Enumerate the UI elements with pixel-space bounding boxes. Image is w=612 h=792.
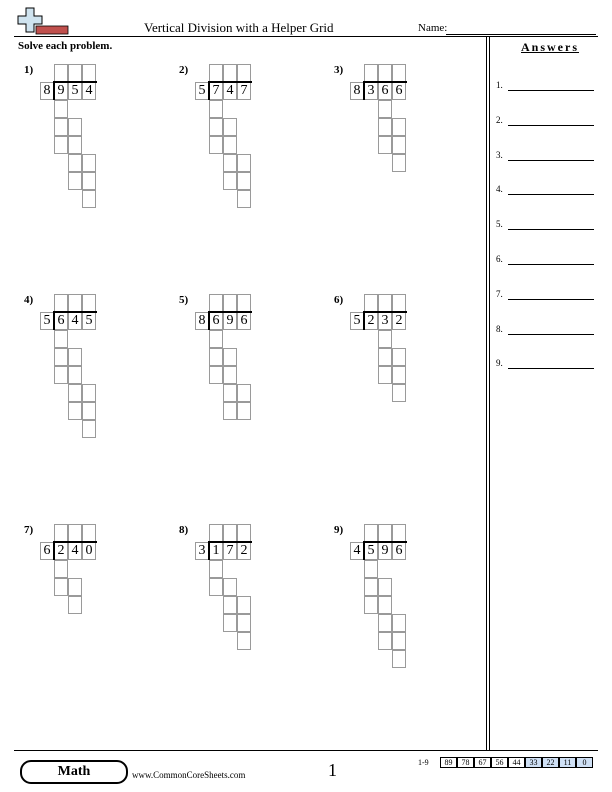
helper-cell[interactable] <box>378 100 392 118</box>
dividend-digit: 2 <box>367 313 375 328</box>
plus-minus-logo-icon <box>14 6 70 36</box>
helper-cell[interactable] <box>378 330 392 348</box>
helper-cell[interactable] <box>209 330 223 348</box>
quotient-cell[interactable] <box>392 294 406 312</box>
quotient-cell[interactable] <box>392 524 406 542</box>
helper-cell[interactable] <box>223 384 237 402</box>
helper-cell[interactable] <box>237 190 251 208</box>
helper-cell[interactable] <box>392 136 406 154</box>
division-bracket <box>53 81 55 100</box>
name-label: Name: <box>418 22 448 34</box>
helper-cell[interactable] <box>223 614 237 632</box>
answer-label: 8. <box>496 323 503 334</box>
problem-number: 6) <box>334 294 344 306</box>
quotient-cell[interactable] <box>223 64 237 82</box>
division-bar <box>363 311 407 313</box>
divisor-digit: 3 <box>198 543 206 558</box>
quotient-cell[interactable] <box>378 64 392 82</box>
column-divider <box>486 36 487 750</box>
score-cell: 44 <box>508 757 525 768</box>
division-bar <box>363 541 407 543</box>
helper-cell[interactable] <box>82 190 96 208</box>
helper-cell[interactable] <box>392 154 406 172</box>
answer-field[interactable] <box>508 90 594 91</box>
dividend-digit: 9 <box>57 83 65 98</box>
dividend-digit: 4 <box>71 313 79 328</box>
division-bar <box>363 81 407 83</box>
quotient-cell[interactable] <box>364 64 378 82</box>
dividend-digit: 2 <box>240 543 248 558</box>
helper-cell[interactable] <box>392 650 406 668</box>
answer-field[interactable] <box>508 160 594 161</box>
dividend-digit: 5 <box>71 83 79 98</box>
helper-cell[interactable] <box>378 614 392 632</box>
score-cell: 67 <box>474 757 491 768</box>
dividend-digit: 6 <box>395 83 403 98</box>
problem-number: 9) <box>334 524 344 536</box>
quotient-cell[interactable] <box>237 524 251 542</box>
helper-cell[interactable] <box>54 348 68 366</box>
helper-cell[interactable] <box>54 366 68 384</box>
helper-cell[interactable] <box>68 384 82 402</box>
answer-label: 9. <box>496 358 503 369</box>
problem-number: 5) <box>179 294 189 306</box>
helper-cell[interactable] <box>223 136 237 154</box>
helper-cell[interactable] <box>82 172 96 190</box>
helper-cell[interactable] <box>209 136 223 154</box>
dividend-digit: 4 <box>85 83 93 98</box>
dividend-digit: 3 <box>381 313 389 328</box>
helper-cell[interactable] <box>68 172 82 190</box>
dividend-digit: 2 <box>57 543 65 558</box>
helper-cell[interactable] <box>392 348 406 366</box>
answer-field[interactable] <box>508 264 594 265</box>
dividend-digit: 9 <box>381 543 389 558</box>
quotient-cell[interactable] <box>378 294 392 312</box>
answer-label: 2. <box>496 114 503 125</box>
divisor-digit: 8 <box>353 83 361 98</box>
division-bracket <box>363 81 365 100</box>
division-bar <box>53 541 97 543</box>
helper-cell[interactable] <box>223 348 237 366</box>
helper-cell[interactable] <box>378 348 392 366</box>
division-bracket <box>53 541 55 560</box>
dividend-digit: 7 <box>226 543 234 558</box>
helper-cell[interactable] <box>237 596 251 614</box>
division-bar <box>53 311 97 313</box>
quotient-cell[interactable] <box>82 294 96 312</box>
division-bracket <box>208 541 210 560</box>
problem-number: 8) <box>179 524 189 536</box>
name-field[interactable] <box>446 34 596 35</box>
subject-badge: Math <box>20 760 128 784</box>
helper-cell[interactable] <box>54 136 68 154</box>
divisor-digit: 8 <box>198 313 206 328</box>
quotient-cell[interactable] <box>209 524 223 542</box>
problem-number: 2) <box>179 64 189 76</box>
dividend-digit: 1 <box>212 543 220 558</box>
quotient-cell[interactable] <box>237 64 251 82</box>
helper-cell[interactable] <box>68 136 82 154</box>
answer-label: 4. <box>496 184 503 195</box>
helper-cell[interactable] <box>68 596 82 614</box>
helper-cell[interactable] <box>82 154 96 172</box>
helper-cell[interactable] <box>223 578 237 596</box>
score-cell: 33 <box>525 757 542 768</box>
division-bracket <box>363 541 365 560</box>
divisor-digit: 5 <box>353 313 361 328</box>
division-bracket <box>53 311 55 330</box>
answer-field[interactable] <box>508 368 594 369</box>
helper-cell[interactable] <box>378 596 392 614</box>
helper-cell[interactable] <box>82 384 96 402</box>
quotient-cell[interactable] <box>68 294 82 312</box>
helper-cell[interactable] <box>392 118 406 136</box>
quotient-cell[interactable] <box>68 524 82 542</box>
helper-cell[interactable] <box>237 154 251 172</box>
helper-cell[interactable] <box>392 632 406 650</box>
dividend-digit: 3 <box>367 83 375 98</box>
quotient-cell[interactable] <box>223 524 237 542</box>
helper-cell[interactable] <box>209 348 223 366</box>
divisor-digit: 4 <box>353 543 361 558</box>
answer-field[interactable] <box>508 229 594 230</box>
helper-cell[interactable] <box>82 420 96 438</box>
helper-cell[interactable] <box>209 100 223 118</box>
division-bar <box>208 81 252 83</box>
answer-label: 6. <box>496 254 503 264</box>
helper-cell[interactable] <box>68 366 82 384</box>
quotient-cell[interactable] <box>364 294 378 312</box>
helper-cell[interactable] <box>54 100 68 118</box>
answer-field[interactable] <box>508 125 594 126</box>
answer-field[interactable] <box>508 194 594 195</box>
score-cell: 89 <box>440 757 457 768</box>
problem-number: 1) <box>24 64 34 76</box>
answer-label: 3. <box>496 149 503 160</box>
helper-cell[interactable] <box>392 384 406 402</box>
dividend-digit: 7 <box>212 83 220 98</box>
division-bar <box>53 81 97 83</box>
helper-cell[interactable] <box>378 118 392 136</box>
dividend-digit: 5 <box>367 543 375 558</box>
quotient-cell[interactable] <box>209 64 223 82</box>
dividend-digit: 5 <box>85 313 93 328</box>
helper-cell[interactable] <box>209 118 223 136</box>
website-link[interactable]: www.CommonCoreSheets.com <box>132 770 246 780</box>
quotient-cell[interactable] <box>392 64 406 82</box>
header-divider <box>14 36 598 37</box>
quotient-cell[interactable] <box>82 64 96 82</box>
answer-field[interactable] <box>508 334 594 335</box>
helper-cell[interactable] <box>54 578 68 596</box>
divisor-digit: 5 <box>43 313 51 328</box>
helper-cell[interactable] <box>209 366 223 384</box>
helper-cell[interactable] <box>223 172 237 190</box>
helper-cell[interactable] <box>223 596 237 614</box>
helper-cell[interactable] <box>364 578 378 596</box>
division-bar <box>208 311 252 313</box>
helper-cell[interactable] <box>392 366 406 384</box>
quotient-cell[interactable] <box>54 64 68 82</box>
helper-cell[interactable] <box>68 348 82 366</box>
divisor-digit: 6 <box>43 543 51 558</box>
score-cell: 22 <box>542 757 559 768</box>
answer-label: 7. <box>496 288 503 299</box>
dividend-digit: 6 <box>381 83 389 98</box>
quotient-cell[interactable] <box>82 524 96 542</box>
quotient-cell[interactable] <box>54 524 68 542</box>
helper-cell[interactable] <box>223 366 237 384</box>
helper-cell[interactable] <box>378 632 392 650</box>
problem-number: 4) <box>24 294 34 306</box>
helper-cell[interactable] <box>82 402 96 420</box>
score-cell: 11 <box>559 757 576 768</box>
helper-cell[interactable] <box>54 560 68 578</box>
quotient-cell[interactable] <box>378 524 392 542</box>
divisor-digit: 5 <box>198 83 206 98</box>
helper-cell[interactable] <box>68 118 82 136</box>
dividend-digit: 9 <box>226 313 234 328</box>
helper-cell[interactable] <box>237 632 251 650</box>
dividend-digit: 0 <box>85 543 93 558</box>
helper-cell[interactable] <box>54 118 68 136</box>
quotient-cell[interactable] <box>209 294 223 312</box>
worksheet-title: Vertical Division with a Helper Grid <box>144 20 334 35</box>
problem-number: 7) <box>24 524 34 536</box>
answer-label: 5. <box>496 219 503 230</box>
problem-number: 3) <box>334 64 344 76</box>
dividend-digit: 6 <box>57 313 65 328</box>
division-bracket <box>208 311 210 330</box>
helper-cell[interactable] <box>237 614 251 632</box>
divisor-digit: 8 <box>43 83 51 98</box>
quotient-cell[interactable] <box>54 294 68 312</box>
quotient-cell[interactable] <box>364 524 378 542</box>
division-bracket <box>208 81 210 100</box>
helper-cell[interactable] <box>378 366 392 384</box>
answer-label: 1. <box>496 80 503 90</box>
helper-cell[interactable] <box>209 560 223 578</box>
helper-cell[interactable] <box>237 402 251 420</box>
instructions: Solve each problem. <box>18 40 113 52</box>
answer-field[interactable] <box>508 299 594 300</box>
dividend-digit: 6 <box>240 313 248 328</box>
answers-heading: Answers <box>521 40 579 54</box>
dividend-digit: 4 <box>71 543 79 558</box>
dividend-digit: 4 <box>226 83 234 98</box>
division-bar <box>208 541 252 543</box>
dividend-digit: 6 <box>212 313 220 328</box>
dividend-digit: 2 <box>395 313 403 328</box>
score-range: 1-9 <box>418 758 429 767</box>
helper-cell[interactable] <box>378 136 392 154</box>
page-number: 1 <box>328 760 337 780</box>
quotient-cell[interactable] <box>68 64 82 82</box>
column-divider <box>489 36 490 750</box>
dividend-digit: 6 <box>395 543 403 558</box>
score-cell: 78 <box>457 757 474 768</box>
helper-cell[interactable] <box>68 154 82 172</box>
helper-cell[interactable] <box>209 578 223 596</box>
helper-cell[interactable] <box>237 172 251 190</box>
quotient-cell[interactable] <box>237 294 251 312</box>
quotient-cell[interactable] <box>223 294 237 312</box>
helper-cell[interactable] <box>237 384 251 402</box>
helper-cell[interactable] <box>364 596 378 614</box>
helper-cell[interactable] <box>68 578 82 596</box>
helper-cell[interactable] <box>68 402 82 420</box>
helper-cell[interactable] <box>364 560 378 578</box>
helper-cell[interactable] <box>392 614 406 632</box>
footer-divider <box>14 750 598 751</box>
score-cell: 56 <box>491 757 508 768</box>
division-bracket <box>363 311 365 330</box>
dividend-digit: 7 <box>240 83 248 98</box>
helper-cell[interactable] <box>223 118 237 136</box>
helper-cell[interactable] <box>54 330 68 348</box>
helper-cell[interactable] <box>223 402 237 420</box>
helper-cell[interactable] <box>223 154 237 172</box>
helper-cell[interactable] <box>378 578 392 596</box>
score-cell: 0 <box>576 757 593 768</box>
